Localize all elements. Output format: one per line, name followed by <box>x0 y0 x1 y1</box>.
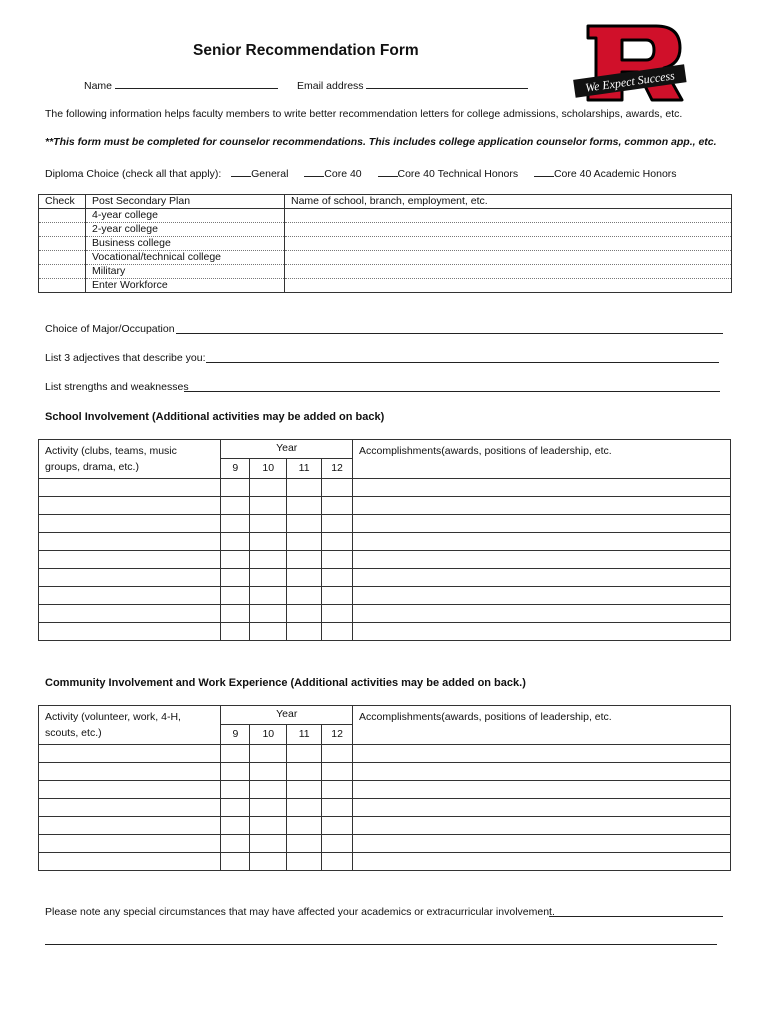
accomplishments-cell[interactable] <box>353 853 731 871</box>
plan-school-cell[interactable] <box>285 237 732 251</box>
table-header-row <box>39 440 731 459</box>
year-10-cell[interactable] <box>250 515 287 533</box>
year-11-cell[interactable] <box>287 533 322 551</box>
activity-cell[interactable] <box>39 605 221 623</box>
table-row <box>39 497 731 515</box>
year-11-cell[interactable] <box>287 745 322 763</box>
year-9-cell[interactable] <box>221 533 250 551</box>
email-line[interactable] <box>366 78 528 89</box>
year-12-header: 12 <box>322 724 353 744</box>
table-row <box>39 237 732 251</box>
year-9-cell[interactable] <box>221 587 250 605</box>
year-9-cell[interactable] <box>221 817 250 835</box>
accomplishments-cell[interactable] <box>352 623 730 641</box>
diploma-option-core40: Core 40 <box>324 168 362 180</box>
activity-cell[interactable] <box>39 551 221 569</box>
diploma-option-academic-honors: Core 40 Academic Honors <box>553 168 677 180</box>
plan-school-cell[interactable] <box>285 279 732 293</box>
year-11-cell[interactable] <box>287 497 322 515</box>
accomplishments-header: Accomplishments(awards, positions of leadership, etc. <box>353 706 731 745</box>
accomplishments-cell[interactable] <box>353 835 731 853</box>
year-12-cell[interactable] <box>322 817 353 835</box>
plan-checkbox[interactable] <box>39 279 86 293</box>
year-11-cell[interactable] <box>287 763 322 781</box>
diploma-check-general[interactable] <box>231 166 251 177</box>
year-12-cell[interactable] <box>322 533 353 551</box>
plan-school-cell[interactable] <box>285 209 732 223</box>
year-9-cell[interactable] <box>221 551 250 569</box>
year-10-cell[interactable] <box>250 817 287 835</box>
plan-label: Military <box>86 265 285 279</box>
year-11-cell[interactable] <box>287 515 322 533</box>
table-row <box>39 251 732 265</box>
adjectives-label: List 3 adjectives that describe you: <box>45 352 206 364</box>
table-row <box>39 835 731 853</box>
plan-checkbox[interactable] <box>39 209 86 223</box>
table-row <box>39 817 731 835</box>
accomplishments-cell[interactable] <box>352 515 730 533</box>
year-10-cell[interactable] <box>250 623 287 641</box>
activity-cell[interactable] <box>39 763 221 781</box>
diploma-label: Diploma Choice (check all that apply): <box>45 168 222 180</box>
activity-cell[interactable] <box>39 587 221 605</box>
accomplishments-cell[interactable] <box>353 781 731 799</box>
accomplishments-cell[interactable] <box>353 763 731 781</box>
table-row <box>39 265 732 279</box>
activity-header: Activity (volunteer, work, 4-H, scouts, etc.) <box>39 706 221 745</box>
diploma-choice <box>45 166 677 180</box>
year-12-cell[interactable] <box>322 781 353 799</box>
special-circumstances-label: Please note any special circumstances that may have affected your academics or extracurricular involvement. <box>45 906 555 918</box>
year-12-cell[interactable] <box>322 515 353 533</box>
activity-cell[interactable] <box>39 497 221 515</box>
plan-checkbox[interactable] <box>39 265 86 279</box>
adjectives-line[interactable] <box>206 362 719 363</box>
special-circumstances-line-2[interactable] <box>45 944 717 945</box>
year-9-cell[interactable] <box>221 515 250 533</box>
community-activity-table <box>38 705 731 871</box>
logo-slogan: We Expect Success <box>584 68 676 95</box>
table-row <box>39 763 731 781</box>
accomplishments-cell[interactable] <box>353 799 731 817</box>
table-row <box>39 745 731 763</box>
year-10-cell[interactable] <box>250 533 287 551</box>
activity-cell[interactable] <box>39 799 221 817</box>
year-9-cell[interactable] <box>221 763 250 781</box>
activity-cell[interactable] <box>39 569 221 587</box>
email-field[interactable] <box>297 78 528 92</box>
activity-cell[interactable] <box>39 817 221 835</box>
year-10-cell[interactable] <box>250 835 287 853</box>
plan-school-cell[interactable] <box>285 223 732 237</box>
year-11-cell[interactable] <box>287 605 322 623</box>
year-12-cell[interactable] <box>322 605 353 623</box>
year-9-cell[interactable] <box>221 569 250 587</box>
year-header: Year <box>221 706 353 725</box>
year-9-cell[interactable] <box>221 745 250 763</box>
year-header: Year <box>221 440 353 459</box>
diploma-check-technical-honors[interactable] <box>378 166 398 177</box>
plan-checkbox[interactable] <box>39 251 86 265</box>
info-text: The following information helps faculty members to write better recommendation letters for college admissions, scholarships, awards, etc. <box>45 108 683 120</box>
plan-label: Enter Workforce <box>86 279 285 293</box>
year-12-cell[interactable] <box>322 745 353 763</box>
year-12-cell[interactable] <box>322 551 353 569</box>
year-12-cell[interactable] <box>322 853 353 871</box>
year-10-cell[interactable] <box>250 605 287 623</box>
year-11-cell[interactable] <box>287 853 322 871</box>
diploma-check-academic-honors[interactable] <box>534 166 554 177</box>
plan-label: Vocational/technical college <box>86 251 285 265</box>
activity-cell[interactable] <box>39 533 221 551</box>
special-circumstances-line-1[interactable] <box>549 916 723 917</box>
year-9-cell[interactable] <box>221 853 250 871</box>
plan-label: Business college <box>86 237 285 251</box>
accomplishments-header: Accomplishments(awards, positions of leadership, etc. <box>352 440 730 479</box>
year-10-cell[interactable] <box>250 853 287 871</box>
year-9-cell[interactable] <box>221 479 250 497</box>
year-11-cell[interactable] <box>287 799 322 817</box>
diploma-option-technical-honors: Core 40 Technical Honors <box>397 168 519 180</box>
table-row <box>39 223 732 237</box>
table-row <box>39 587 731 605</box>
year-12-cell[interactable] <box>322 799 353 817</box>
activity-cell[interactable] <box>39 479 221 497</box>
year-12-cell[interactable] <box>322 479 353 497</box>
year-10-cell[interactable] <box>250 781 287 799</box>
accomplishments-cell[interactable] <box>352 497 730 515</box>
activity-cell[interactable] <box>39 745 221 763</box>
year-10-cell[interactable] <box>250 569 287 587</box>
year-11-cell[interactable] <box>287 817 322 835</box>
year-11-cell[interactable] <box>287 569 322 587</box>
table-row <box>39 623 731 641</box>
year-10-cell[interactable] <box>250 551 287 569</box>
year-9-header: 9 <box>221 724 250 744</box>
year-10-cell[interactable] <box>250 479 287 497</box>
year-12-cell[interactable] <box>322 763 353 781</box>
school-logo <box>572 22 690 106</box>
year-10-cell[interactable] <box>250 799 287 817</box>
year-11-header: 11 <box>287 724 322 744</box>
year-9-cell[interactable] <box>221 835 250 853</box>
diploma-option-general: General <box>251 168 289 180</box>
year-11-cell[interactable] <box>287 623 322 641</box>
school-involvement-heading: School Involvement (Additional activities may be added on back) <box>45 411 385 423</box>
check-header: Check <box>39 195 86 209</box>
table-row <box>39 279 732 293</box>
year-9-cell[interactable] <box>221 497 250 515</box>
post-secondary-table <box>38 194 732 293</box>
strengths-line[interactable] <box>184 391 720 392</box>
accomplishments-cell[interactable] <box>352 605 730 623</box>
accomplishments-cell[interactable] <box>352 551 730 569</box>
table-row <box>39 799 731 817</box>
accomplishments-cell[interactable] <box>352 533 730 551</box>
page-title: Senior Recommendation Form <box>193 42 419 59</box>
year-12-cell[interactable] <box>322 569 353 587</box>
strengths-label: List strengths and weaknesses <box>45 381 189 393</box>
table-row <box>39 533 731 551</box>
year-10-header: 10 <box>250 724 287 744</box>
name-field[interactable] <box>84 78 278 92</box>
year-11-header: 11 <box>287 458 322 478</box>
table-row <box>39 479 731 497</box>
plan-label: 4-year college <box>86 209 285 223</box>
year-12-header: 12 <box>322 458 353 478</box>
plan-school-cell[interactable] <box>285 251 732 265</box>
accomplishments-cell[interactable] <box>352 479 730 497</box>
year-9-cell[interactable] <box>221 781 250 799</box>
year-10-cell[interactable] <box>250 763 287 781</box>
accomplishments-cell[interactable] <box>352 569 730 587</box>
accomplishments-cell[interactable] <box>352 587 730 605</box>
year-11-cell[interactable] <box>287 551 322 569</box>
notice-text: **This form must be completed for counselor recommendations. This includes college application counselor forms, common app., etc. <box>45 136 717 148</box>
major-label: Choice of Major/Occupation <box>45 323 175 335</box>
school-name-header: Name of school, branch, employment, etc. <box>285 195 732 209</box>
year-10-cell[interactable] <box>250 745 287 763</box>
year-12-cell[interactable] <box>322 835 353 853</box>
year-12-cell[interactable] <box>322 623 353 641</box>
accomplishments-cell[interactable] <box>353 817 731 835</box>
email-label: Email address <box>297 80 364 92</box>
year-9-cell[interactable] <box>221 605 250 623</box>
community-involvement-heading: Community Involvement and Work Experience (Additional activities may be added on back.) <box>45 677 526 689</box>
activity-cell[interactable] <box>39 781 221 799</box>
table-header-row <box>39 195 732 209</box>
year-11-cell[interactable] <box>287 781 322 799</box>
school-activity-table <box>38 439 731 641</box>
year-10-header: 10 <box>250 458 287 478</box>
plan-checkbox[interactable] <box>39 237 86 251</box>
accomplishments-cell[interactable] <box>353 745 731 763</box>
table-row <box>39 853 731 871</box>
year-10-cell[interactable] <box>250 497 287 515</box>
year-9-cell[interactable] <box>221 799 250 817</box>
activity-header: Activity (clubs, teams, music groups, drama, etc.) <box>39 440 221 479</box>
year-10-cell[interactable] <box>250 587 287 605</box>
year-9-cell[interactable] <box>221 623 250 641</box>
name-label: Name <box>84 80 113 92</box>
activity-cell[interactable] <box>39 623 221 641</box>
plan-checkbox[interactable] <box>39 223 86 237</box>
plan-school-cell[interactable] <box>285 265 732 279</box>
major-line[interactable] <box>176 333 723 334</box>
table-header-row <box>39 706 731 725</box>
table-row <box>39 551 731 569</box>
activity-cell[interactable] <box>39 853 221 871</box>
table-row <box>39 781 731 799</box>
activity-cell[interactable] <box>39 515 221 533</box>
activity-cell[interactable] <box>39 835 221 853</box>
year-11-cell[interactable] <box>287 479 322 497</box>
table-row <box>39 515 731 533</box>
year-12-cell[interactable] <box>322 497 353 515</box>
table-row <box>39 569 731 587</box>
table-row <box>39 209 732 223</box>
year-9-header: 9 <box>221 458 250 478</box>
year-11-cell[interactable] <box>287 835 322 853</box>
table-row <box>39 605 731 623</box>
year-11-cell[interactable] <box>287 587 322 605</box>
name-line[interactable] <box>115 78 278 89</box>
plan-label: 2-year college <box>86 223 285 237</box>
year-12-cell[interactable] <box>322 587 353 605</box>
plan-header: Post Secondary Plan <box>86 195 285 209</box>
diploma-check-core40[interactable] <box>304 166 324 177</box>
